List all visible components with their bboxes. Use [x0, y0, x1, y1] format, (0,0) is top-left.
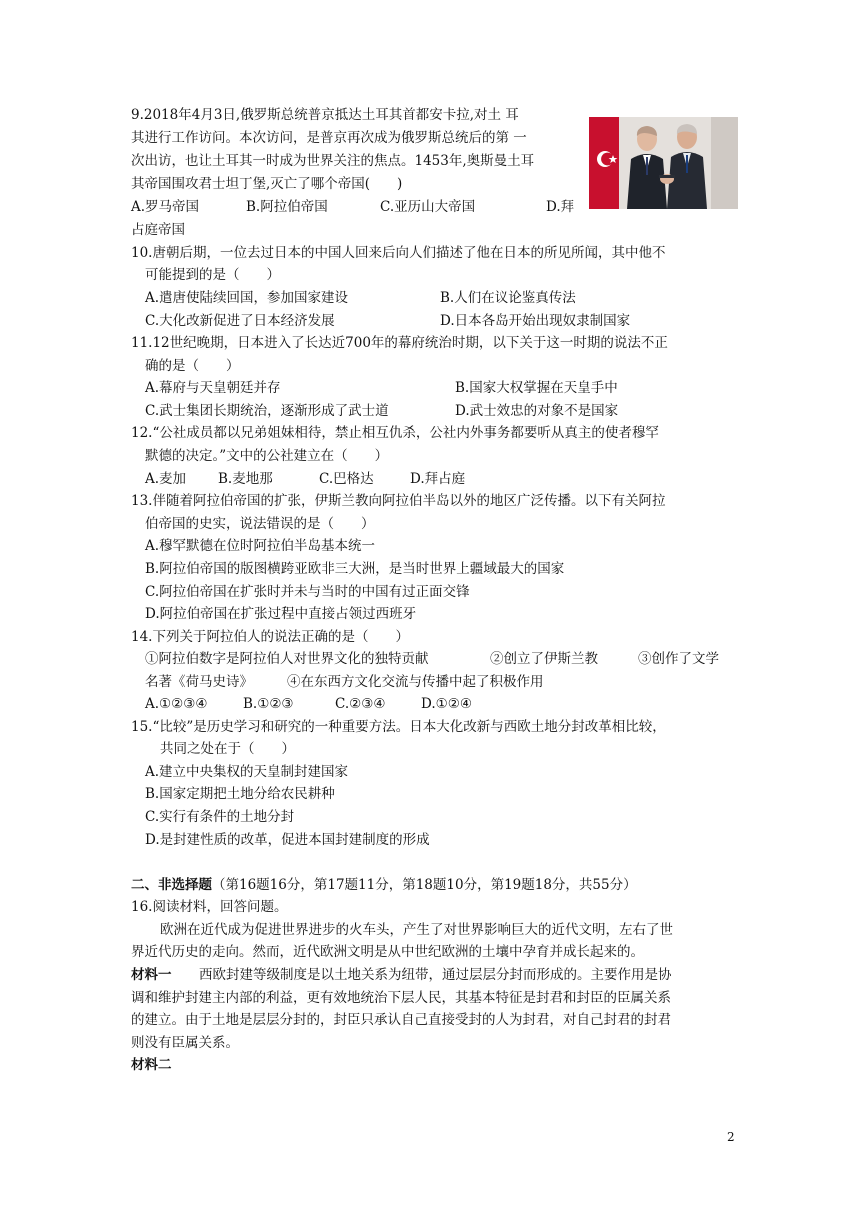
- q12-option-d: D.拜占庭: [410, 471, 466, 487]
- q10-line-1: 10.唐朝后期，一位去过日本的中国人回来后向人们描述了他在日本的所见所闻，其中他不: [131, 245, 666, 261]
- q13-option-a: A.穆罕默德在位时阿拉伯半岛基本统一: [145, 538, 376, 554]
- q9-option-a: A.罗马帝国: [131, 199, 200, 215]
- material-2-label: 材料二: [131, 1057, 172, 1073]
- q14-option-c: C.②③④: [335, 696, 386, 712]
- q9-line-3: 次出访，也让土耳其一时成为世界关注的焦点。1453年,奥斯曼土耳: [131, 153, 535, 169]
- q15-option-d: D.是封建性质的改革，促进本国封建制度的形成: [145, 832, 430, 848]
- q15-option-b: B.国家定期把土地分给农民耕种: [145, 786, 335, 802]
- q13-option-c: C.阿拉伯帝国在扩张时并未与当时的中国有过正面交锋: [145, 584, 470, 600]
- q14-statement-3: ③创作了文学: [638, 651, 719, 667]
- q9-line-1: 9.2018年4月3日,俄罗斯总统普京抵达土耳其首都安卡拉,对土 耳: [131, 107, 519, 123]
- q12-line-2: 默德的决定。”文中的公社建立在（ ）: [145, 448, 389, 464]
- q14-option-d: D.①②④: [421, 696, 472, 712]
- q13-line-2: 伯帝国的史实，说法错误的是（ ）: [145, 516, 375, 532]
- material-1-line-4: 则没有臣属关系。: [131, 1035, 239, 1051]
- q12-option-b: B.麦地那: [218, 471, 273, 487]
- q11-line-1: 11.12世纪晚期，日本进入了长达近700年的幕府统治时期，以下关于这一时期的说法不正: [131, 335, 668, 351]
- q9-line-4: 其帝国围攻君士坦丁堡,灭亡了哪个帝国( ): [131, 176, 403, 192]
- section-2-note: （第16题16分，第17题11分，第18题10分，第19题18分，共55分）: [212, 877, 637, 893]
- section-2-title: 二、非选择题: [131, 877, 212, 893]
- q13-option-b: B.阿拉伯帝国的版图横跨亚欧非三大洲，是当时世界上疆域最大的国家: [145, 561, 565, 577]
- q15-line-2: 共同之处在于（ ）: [160, 741, 295, 757]
- material-1-line-3: 的建立。由于土地是层层分封的，封臣只承认自己直接受封的人为封君，对自己封君的封君: [131, 1012, 671, 1028]
- q9-option-c: C.亚历山大帝国: [380, 199, 476, 215]
- q14-statement-4: ④在东西方文化交流与传播中起了积极作用: [287, 674, 544, 690]
- q10-option-b: B.人们在议论鉴真传法: [440, 290, 576, 306]
- material-1-label: 材料一: [131, 967, 172, 983]
- q16-intro-1: 欧洲在近代成为促进世界进步的火车头，产生了对世界影响巨大的近代文明，左右了世: [160, 922, 673, 938]
- q11-option-c: C.武士集团长期统治，逐渐形成了武士道: [145, 403, 389, 419]
- q11-option-a: A.幕府与天皇朝廷并存: [145, 380, 281, 396]
- q12-option-c: C.巴格达: [319, 471, 374, 487]
- q10-option-d: D.日本各岛开始出现奴隶制国家: [440, 313, 631, 329]
- q11-option-b: B.国家大权掌握在天皇手中: [455, 380, 618, 396]
- q9-line-2: 其进行工作访问。本次访问，是普京再次成为俄罗斯总统后的第 一: [131, 130, 527, 146]
- q12-option-a: A.麦加: [145, 471, 187, 487]
- q15-line-1: 15.“比较”是历史学习和研究的一种重要方法。日本大化改新与西欧土地分封改革相比较，: [131, 719, 666, 735]
- section-2-heading: [131, 874, 637, 896]
- q10-line-2: 可能提到的是（ ）: [145, 267, 280, 283]
- q14-statement-3-continued: 名著《荷马史诗》: [145, 674, 253, 690]
- q14-option-a: A.①②③④: [145, 696, 208, 712]
- material-1-line-1: 西欧封建等级制度是以土地关系为纽带，通过层层分封而形成的。主要作用是协: [199, 967, 672, 983]
- material-1-line-2: 调和维护封建主内部的利益，更有效地统治下层人民，其基本特征是封君和封臣的臣属关系: [131, 990, 671, 1006]
- q16-intro-2: 界近代历史的走向。然而，近代欧洲文明是从中世纪欧洲的土壤中孕育并成长起来的。: [131, 944, 644, 960]
- q14-line-1: 14.下列关于阿拉伯人的说法正确的是（ ）: [131, 629, 409, 645]
- leaders-handshake-photo: [589, 117, 738, 209]
- q15-option-c: C.实行有条件的土地分封: [145, 809, 295, 825]
- q14-statement-2: ②创立了伊斯兰教: [490, 651, 598, 667]
- q9-option-d: D.拜: [546, 199, 575, 215]
- q15-option-a: A.建立中央集权的天皇制封建国家: [145, 764, 349, 780]
- q14-option-b: B.①②③: [243, 696, 294, 712]
- page-number: 2: [727, 1130, 735, 1144]
- q9-option-d-continued: 占庭帝国: [131, 222, 185, 238]
- q11-line-2: 确的是（ ）: [145, 358, 240, 374]
- q10-option-c: C.大化改新促进了日本经济发展: [145, 313, 335, 329]
- q16-line-1: 16.阅读材料，回答问题。: [131, 899, 288, 915]
- q10-option-a: A.遣唐使陆续回国，参加国家建设: [145, 290, 349, 306]
- q11-option-d: D.武士效忠的对象不是国家: [455, 403, 619, 419]
- q9-option-b: B.阿拉伯帝国: [246, 199, 328, 215]
- q13-option-d: D.阿拉伯帝国在扩张过程中直接占领过西班牙: [145, 606, 417, 622]
- q13-line-1: 13.伴随着阿拉伯帝国的扩张，伊斯兰教向阿拉伯半岛以外的地区广泛传播。以下有关阿拉: [131, 493, 666, 509]
- q12-line-1: 12.“公社成员都以兄弟姐妹相待，禁止相互仇杀，公社内外事务都要听从真主的使者穆罕: [131, 425, 659, 441]
- q14-statement-1: ①阿拉伯数字是阿拉伯人对世界文化的独特贡献: [145, 651, 429, 667]
